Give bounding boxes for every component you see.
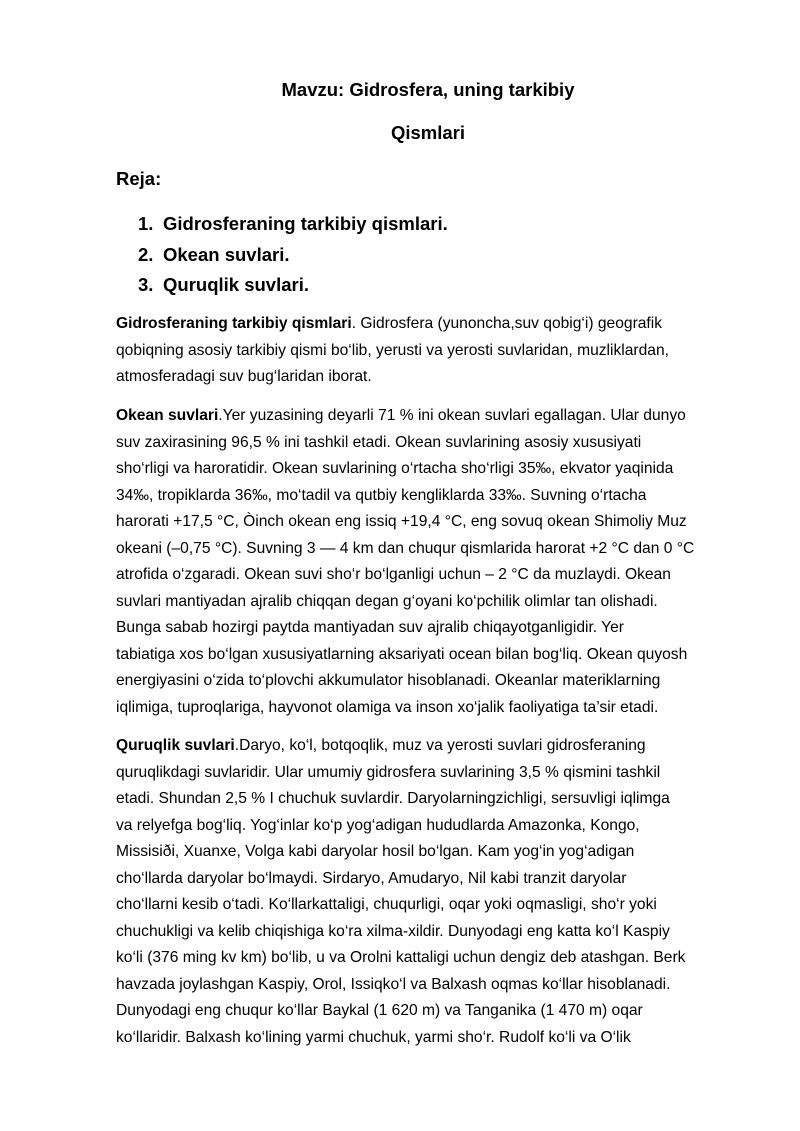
section-hydrosphere-parts xyxy=(116,311,756,391)
paragraph-line xyxy=(116,919,756,946)
section-heading: Gidrosferaning tarkibiy qismlari xyxy=(116,315,352,332)
paragraph-text: suvlari mantiyadan ajralib chiqqan degan g‘oyani ko‘pchilik olimlar tan olishadi. xyxy=(116,592,658,610)
plan-item xyxy=(138,209,448,240)
paragraph-text: .Daryo, ko‘l, botqoqlik, muz va yerosti suvlari gidrosferaning xyxy=(234,737,646,754)
plan-item-text: Quruqlik suvlari. xyxy=(163,274,309,295)
paragraph-text: Bunga sabab hozirgi paytda mantiyadan suv ajralib chiqayotganligidir. Yer xyxy=(116,619,624,636)
paragraph-text: tabiatiga xos bo‘lgan xususiyatlarning aksariyati ocean bilan bog‘liq. Okean quyosh xyxy=(116,645,688,663)
paragraph-line xyxy=(116,364,756,391)
plan-item-number: 3. xyxy=(138,274,154,295)
paragraph-text: quruqlikdagi suvlaridir. Ular umumiy gidrosfera suvlarining 3,5 % qismini tashkil xyxy=(116,763,661,781)
paragraph-text: sho‘rligi va haroratidir. Okean suvlarining o‘rtacha sho‘rligi 35‰, ekvator yaqinida xyxy=(116,460,674,477)
paragraph-line xyxy=(116,695,756,722)
paragraph-text: ko‘llaridir. Balxash ko‘lining yarmi chuchuk, yarmi sho‘r. Rudolf ko‘li va O‘lik xyxy=(116,1028,631,1046)
paragraph-line xyxy=(116,642,756,669)
page-title-continuation: Qismlari xyxy=(390,122,466,143)
paragraph-text: Dunyodagi eng chuqur ko‘llar Baykal (1 620 m) va Tanganika (1 470 m) oqar xyxy=(116,1002,643,1019)
paragraph-text: ko‘li (376 ming kv km) bo‘lib, u va Orolni kattaligi uchun dengiz deb atashgan. Berk xyxy=(116,949,686,966)
plan-heading: Reja: xyxy=(116,168,162,189)
plan-list xyxy=(138,209,448,301)
paragraph-line xyxy=(116,668,756,695)
paragraph-line xyxy=(116,562,756,589)
paragraph-text: .Yer yuzasining deyarli 71 % ini okean suvlari egallagan. Ular dunyo xyxy=(218,407,686,424)
plan-item-text: Gidrosferaning tarkibiy qismlari. xyxy=(163,213,448,234)
paragraph-line xyxy=(116,892,756,919)
paragraph-line xyxy=(116,615,756,642)
paragraph-text: harorati +17,5 °C, Òinch okean eng issiq +19,4 °C, eng sovuq okean Shimoliy Muz xyxy=(116,513,687,530)
paragraph-text: energiyasini o‘zida to‘plovchi akkumulator hisoblanadi. Okeanlar materiklarning xyxy=(116,672,661,689)
paragraph-line xyxy=(116,430,756,457)
paragraph-text: suv zaxirasining 96,5 % ini tashkil etadi. Okean suvlarining asosiy xususiyati xyxy=(116,433,642,451)
paragraph-line xyxy=(116,456,756,483)
paragraph-line xyxy=(116,733,756,760)
section-heading: Okean suvlari xyxy=(116,407,219,424)
paragraph-line xyxy=(116,338,756,365)
paragraph-line xyxy=(116,866,756,893)
paragraph-line xyxy=(116,813,756,840)
paragraph-text: . Gidrosfera (yunoncha,suv qobig‘i) geografik xyxy=(351,315,663,332)
paragraph-text: Missisiði, Xuanxe, Volga kabi daryolar hosil bo‘lgan. Kam yog‘in yog‘adigan xyxy=(116,843,635,860)
plan-item xyxy=(138,270,448,301)
paragraph-text: etadi. Shundan 2,5 % I chuchuk suvlardir. Daryolarningzichligi, sersuvligi iqlimga xyxy=(116,790,670,807)
paragraph-line xyxy=(116,786,756,813)
paragraph-line xyxy=(116,839,756,866)
paragraph-text: atmosferadagi suv bug‘laridan iborat. xyxy=(116,368,372,385)
page-title: Mavzu: Gidrosfera, uning tarkibiy xyxy=(281,79,575,100)
paragraph-text: cho‘llarda daryolar bo‘lmaydi. Sirdaryo, Amudaryo, Nil kabi tranzit daryolar xyxy=(116,869,627,887)
paragraph-text: 34‰, tropiklarda 36‰, mo‘tadil va qutbiy kengliklarda 33‰. Suvning o‘rtacha xyxy=(116,486,647,504)
paragraph-line xyxy=(116,509,756,536)
paragraph-line xyxy=(116,403,756,430)
paragraph-line xyxy=(116,311,756,338)
paragraph-line xyxy=(116,998,756,1025)
section-ocean-waters xyxy=(116,403,756,721)
paragraph-line xyxy=(116,972,756,999)
paragraph-line xyxy=(116,589,756,616)
paragraph-text: qobiqning asosiy tarkibiy qismi bo‘lib, yerusti va yerosti suvlaridan, muzliklardan, xyxy=(116,341,669,359)
plan-item-number: 2. xyxy=(138,243,154,265)
paragraph-line xyxy=(116,760,756,787)
paragraph-text: cho‘llarni kesib o‘tadi. Ko‘llarkattaligi, chuqurligi, oqar yoki oqmasligi, sho‘r yoki xyxy=(116,896,657,913)
paragraph-text: atrofida o‘zgaradi. Okean suvi sho‘r bo‘lganligi uchun – 2 °C da muzlaydi. Okean xyxy=(116,566,671,583)
paragraph-text: iqlimiga, tuproqlariga, hayvonot olamiga va inson xo‘jalik faoliyatiga ta’sir etadi. xyxy=(116,698,659,716)
plan-item xyxy=(138,240,448,271)
paragraph-text: va relyefga bog‘liq. Yog‘inlar ko‘p yog‘adigan hududlarda Amazonka, Kongo, xyxy=(116,816,640,834)
paragraph-line xyxy=(116,536,756,563)
plan-item-number: 1. xyxy=(138,213,154,234)
plan-item-text: Okean suvlari. xyxy=(163,243,290,265)
paragraph-text: havzada joylashgan Kaspiy, Orol, Issiqko‘l va Balxash oqmas ko‘llar hisoblanadi. xyxy=(116,975,671,993)
paragraph-text: chuchukligi va kelib chiqishiga ko‘ra xilma-xildir. Dunyodagi eng katta ko‘l Kaspiy xyxy=(116,922,670,940)
paragraph-line xyxy=(116,1025,756,1052)
paragraph-line xyxy=(116,945,756,972)
section-land-waters xyxy=(116,733,756,1051)
section-heading: Quruqlik suvlari xyxy=(116,737,235,754)
paragraph-line xyxy=(116,483,756,510)
paragraph-text: okeani (–0,75 °C). Suvning 3 — 4 km dan chuqur qismlarida harorat +2 °C dan 0 °C xyxy=(116,539,695,557)
